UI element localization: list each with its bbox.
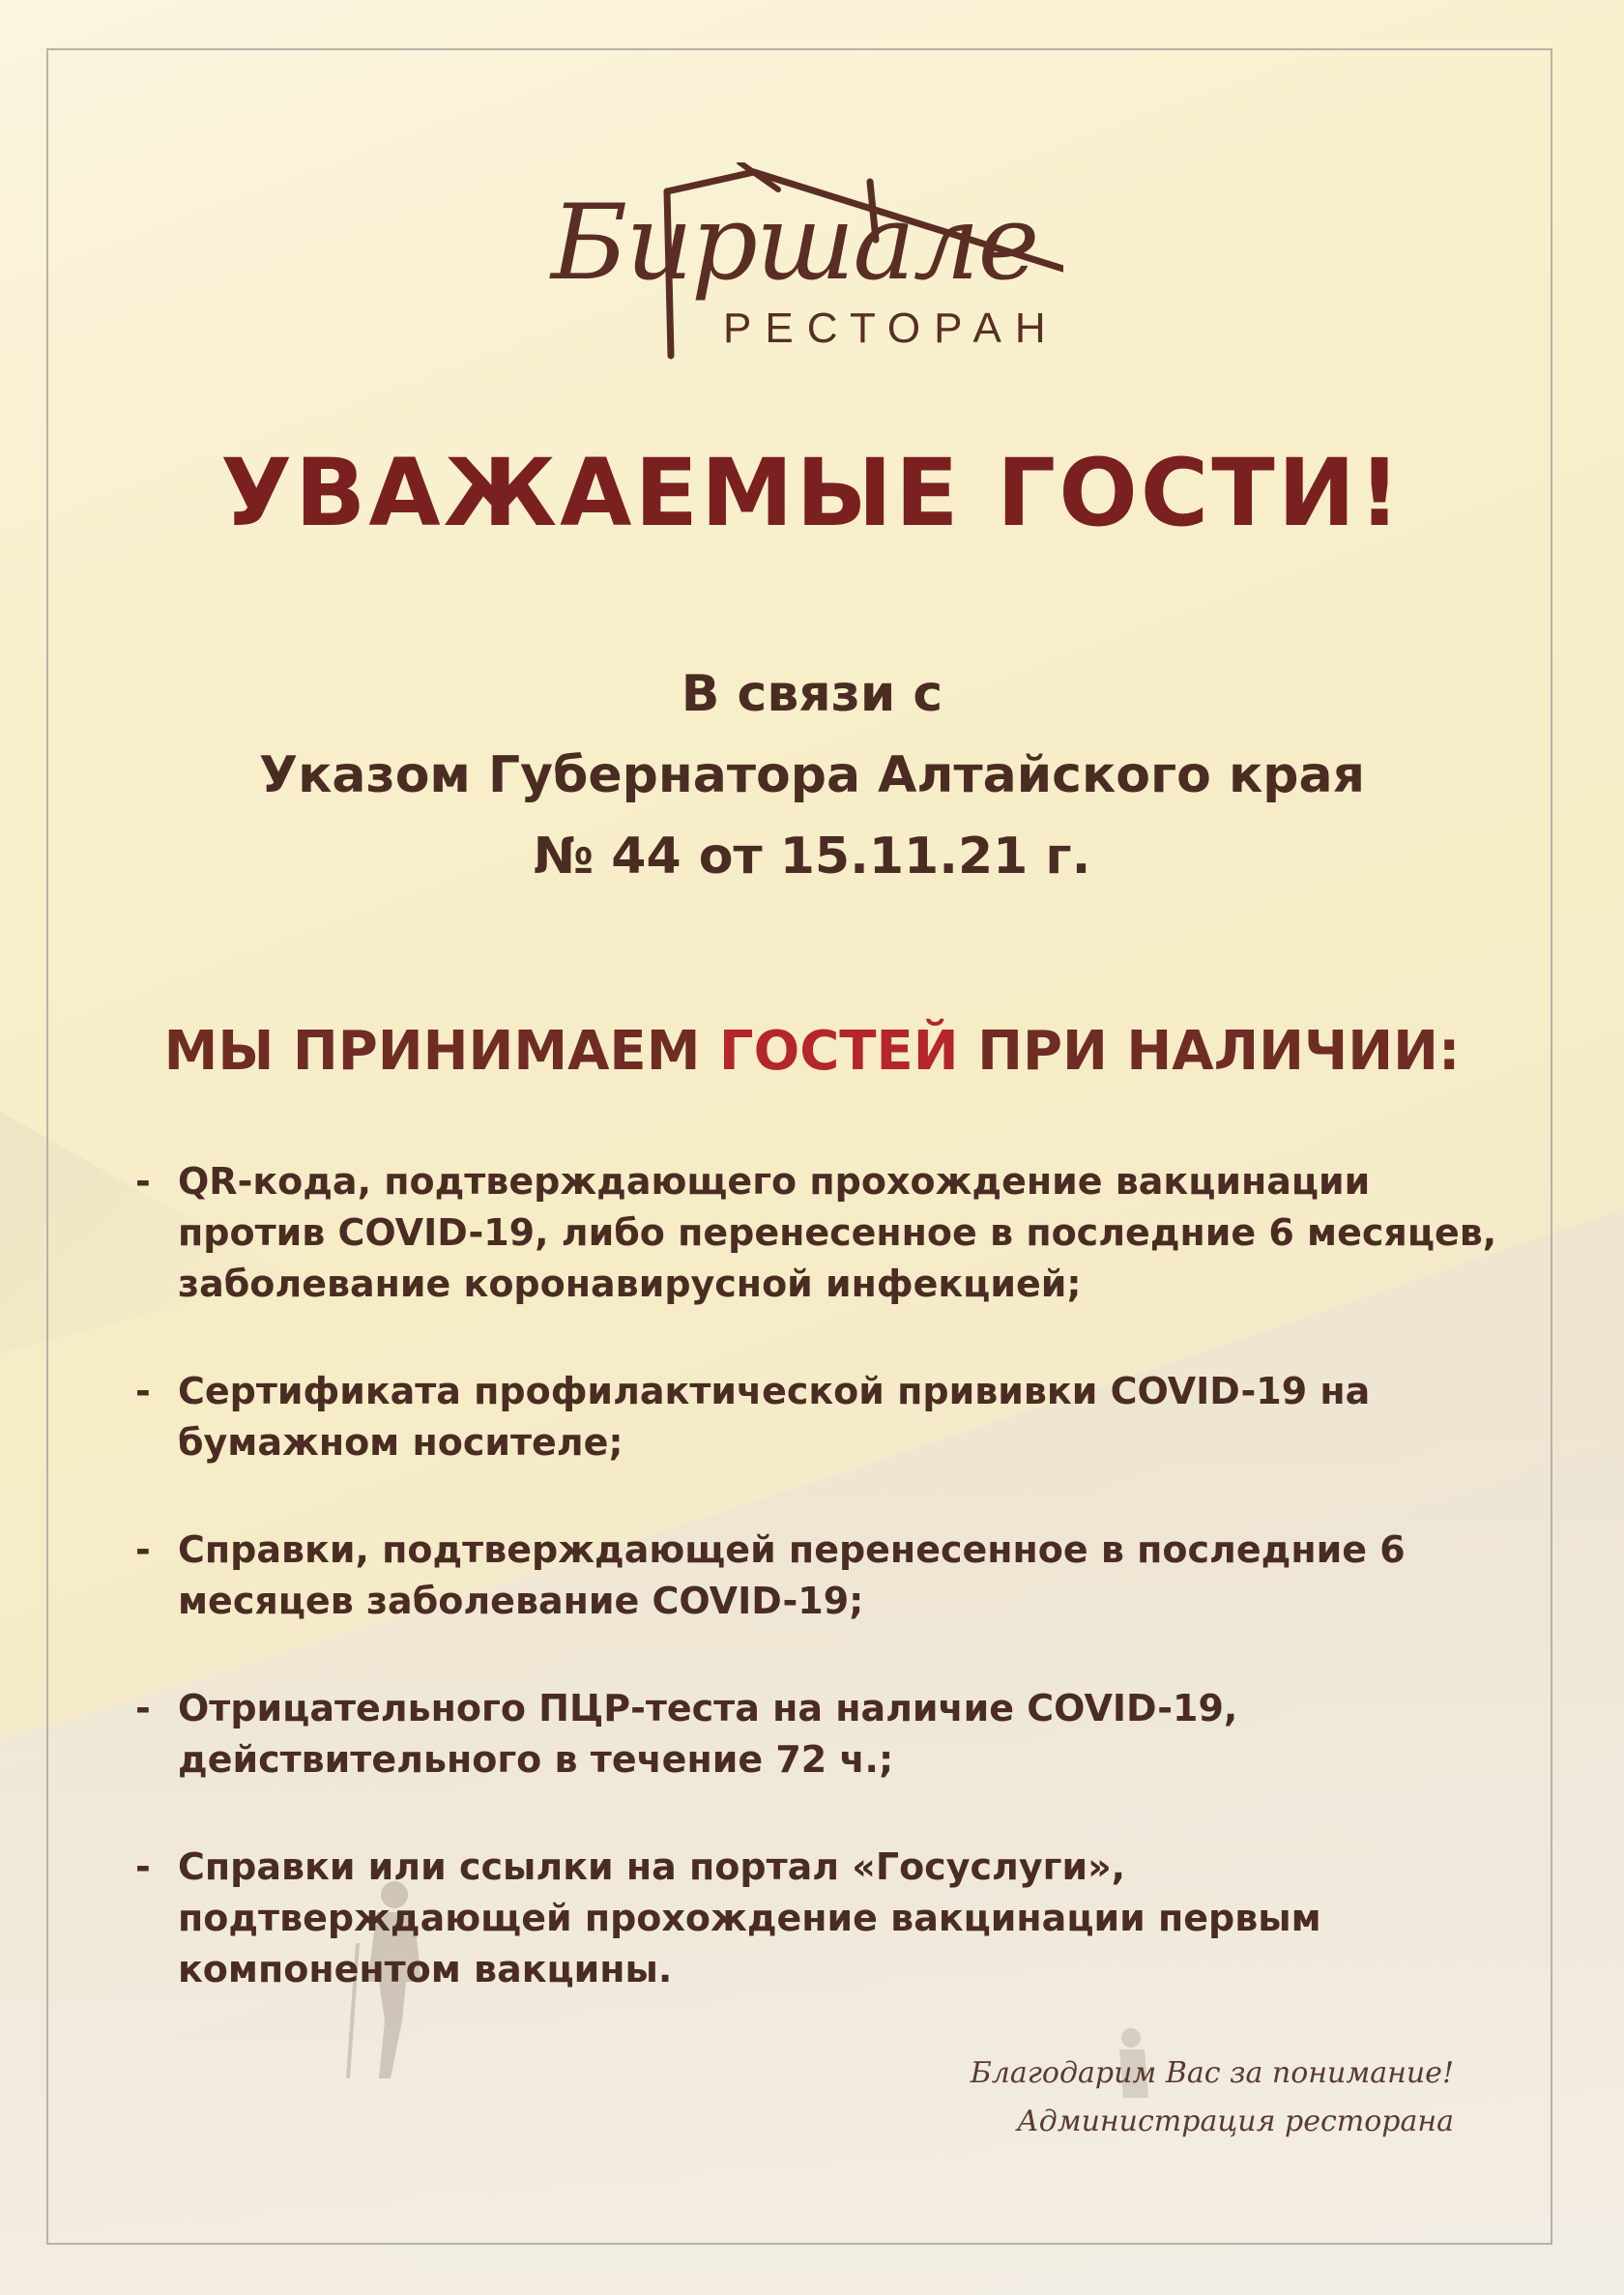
list-item <box>135 1683 1508 1786</box>
list-item <box>135 1156 1508 1310</box>
decree-line: В связи с <box>681 665 943 723</box>
list-item <box>135 1842 1508 1995</box>
decree-line: Указом Губернатора Алтайского края <box>259 746 1365 804</box>
thanks-text: Благодарим Вас за понимание! <box>970 2056 1454 2090</box>
list-item-text: Справки или ссылки на портал «Госуслуги», подтверждающей прохождение вакцинации первым компонентом вакцины. <box>178 1845 1321 1990</box>
list-item <box>135 1525 1508 1627</box>
signoff <box>971 2049 1454 2146</box>
list-item <box>135 1366 1508 1468</box>
list-dash: - <box>135 1845 151 1888</box>
conditions-heading-part: МЫ ПРИНИМАЕМ <box>163 1020 719 1083</box>
logo-name: Биршале <box>551 183 1038 304</box>
conditions-heading-accent: ГОСТЕЙ <box>718 1020 959 1083</box>
conditions-list <box>135 1156 1508 2051</box>
list-item-text: Справки, подтверждающей перенесенное в последние 6 месяцев заболевание COVID-19; <box>178 1528 1406 1622</box>
list-dash: - <box>135 1528 151 1571</box>
page-title: УВАЖАЕМЫЕ ГОСТИ! <box>220 439 1404 547</box>
list-dash: - <box>135 1160 151 1203</box>
administration-text: Администрация ресторана <box>1016 2105 1454 2138</box>
list-dash: - <box>135 1370 151 1412</box>
list-dash: - <box>135 1687 151 1729</box>
list-item-text: Сертификата профилактической прививки COVID-19 на бумажном носителе; <box>178 1370 1371 1464</box>
logo-subtitle: РЕСТОРАН <box>723 305 1059 352</box>
decree-reference <box>0 654 1624 897</box>
conditions-heading-part: ПРИ НАЛИЧИИ: <box>958 1020 1461 1083</box>
decree-line: № 44 от 15.11.21 г. <box>533 828 1091 886</box>
list-item-text: QR-кода, подтверждающего прохождение вакцинации против COVID-19, либо перенесенное в последние 6 месяцев, заболевание коронавирусной инфекцией; <box>178 1160 1497 1305</box>
conditions-heading <box>0 1020 1624 1083</box>
restaurant-logo <box>541 162 1063 375</box>
list-item-text: Отрицательного ПЦР-теста на наличие COVID-19, действительного в течение 72 ч.; <box>178 1687 1238 1781</box>
